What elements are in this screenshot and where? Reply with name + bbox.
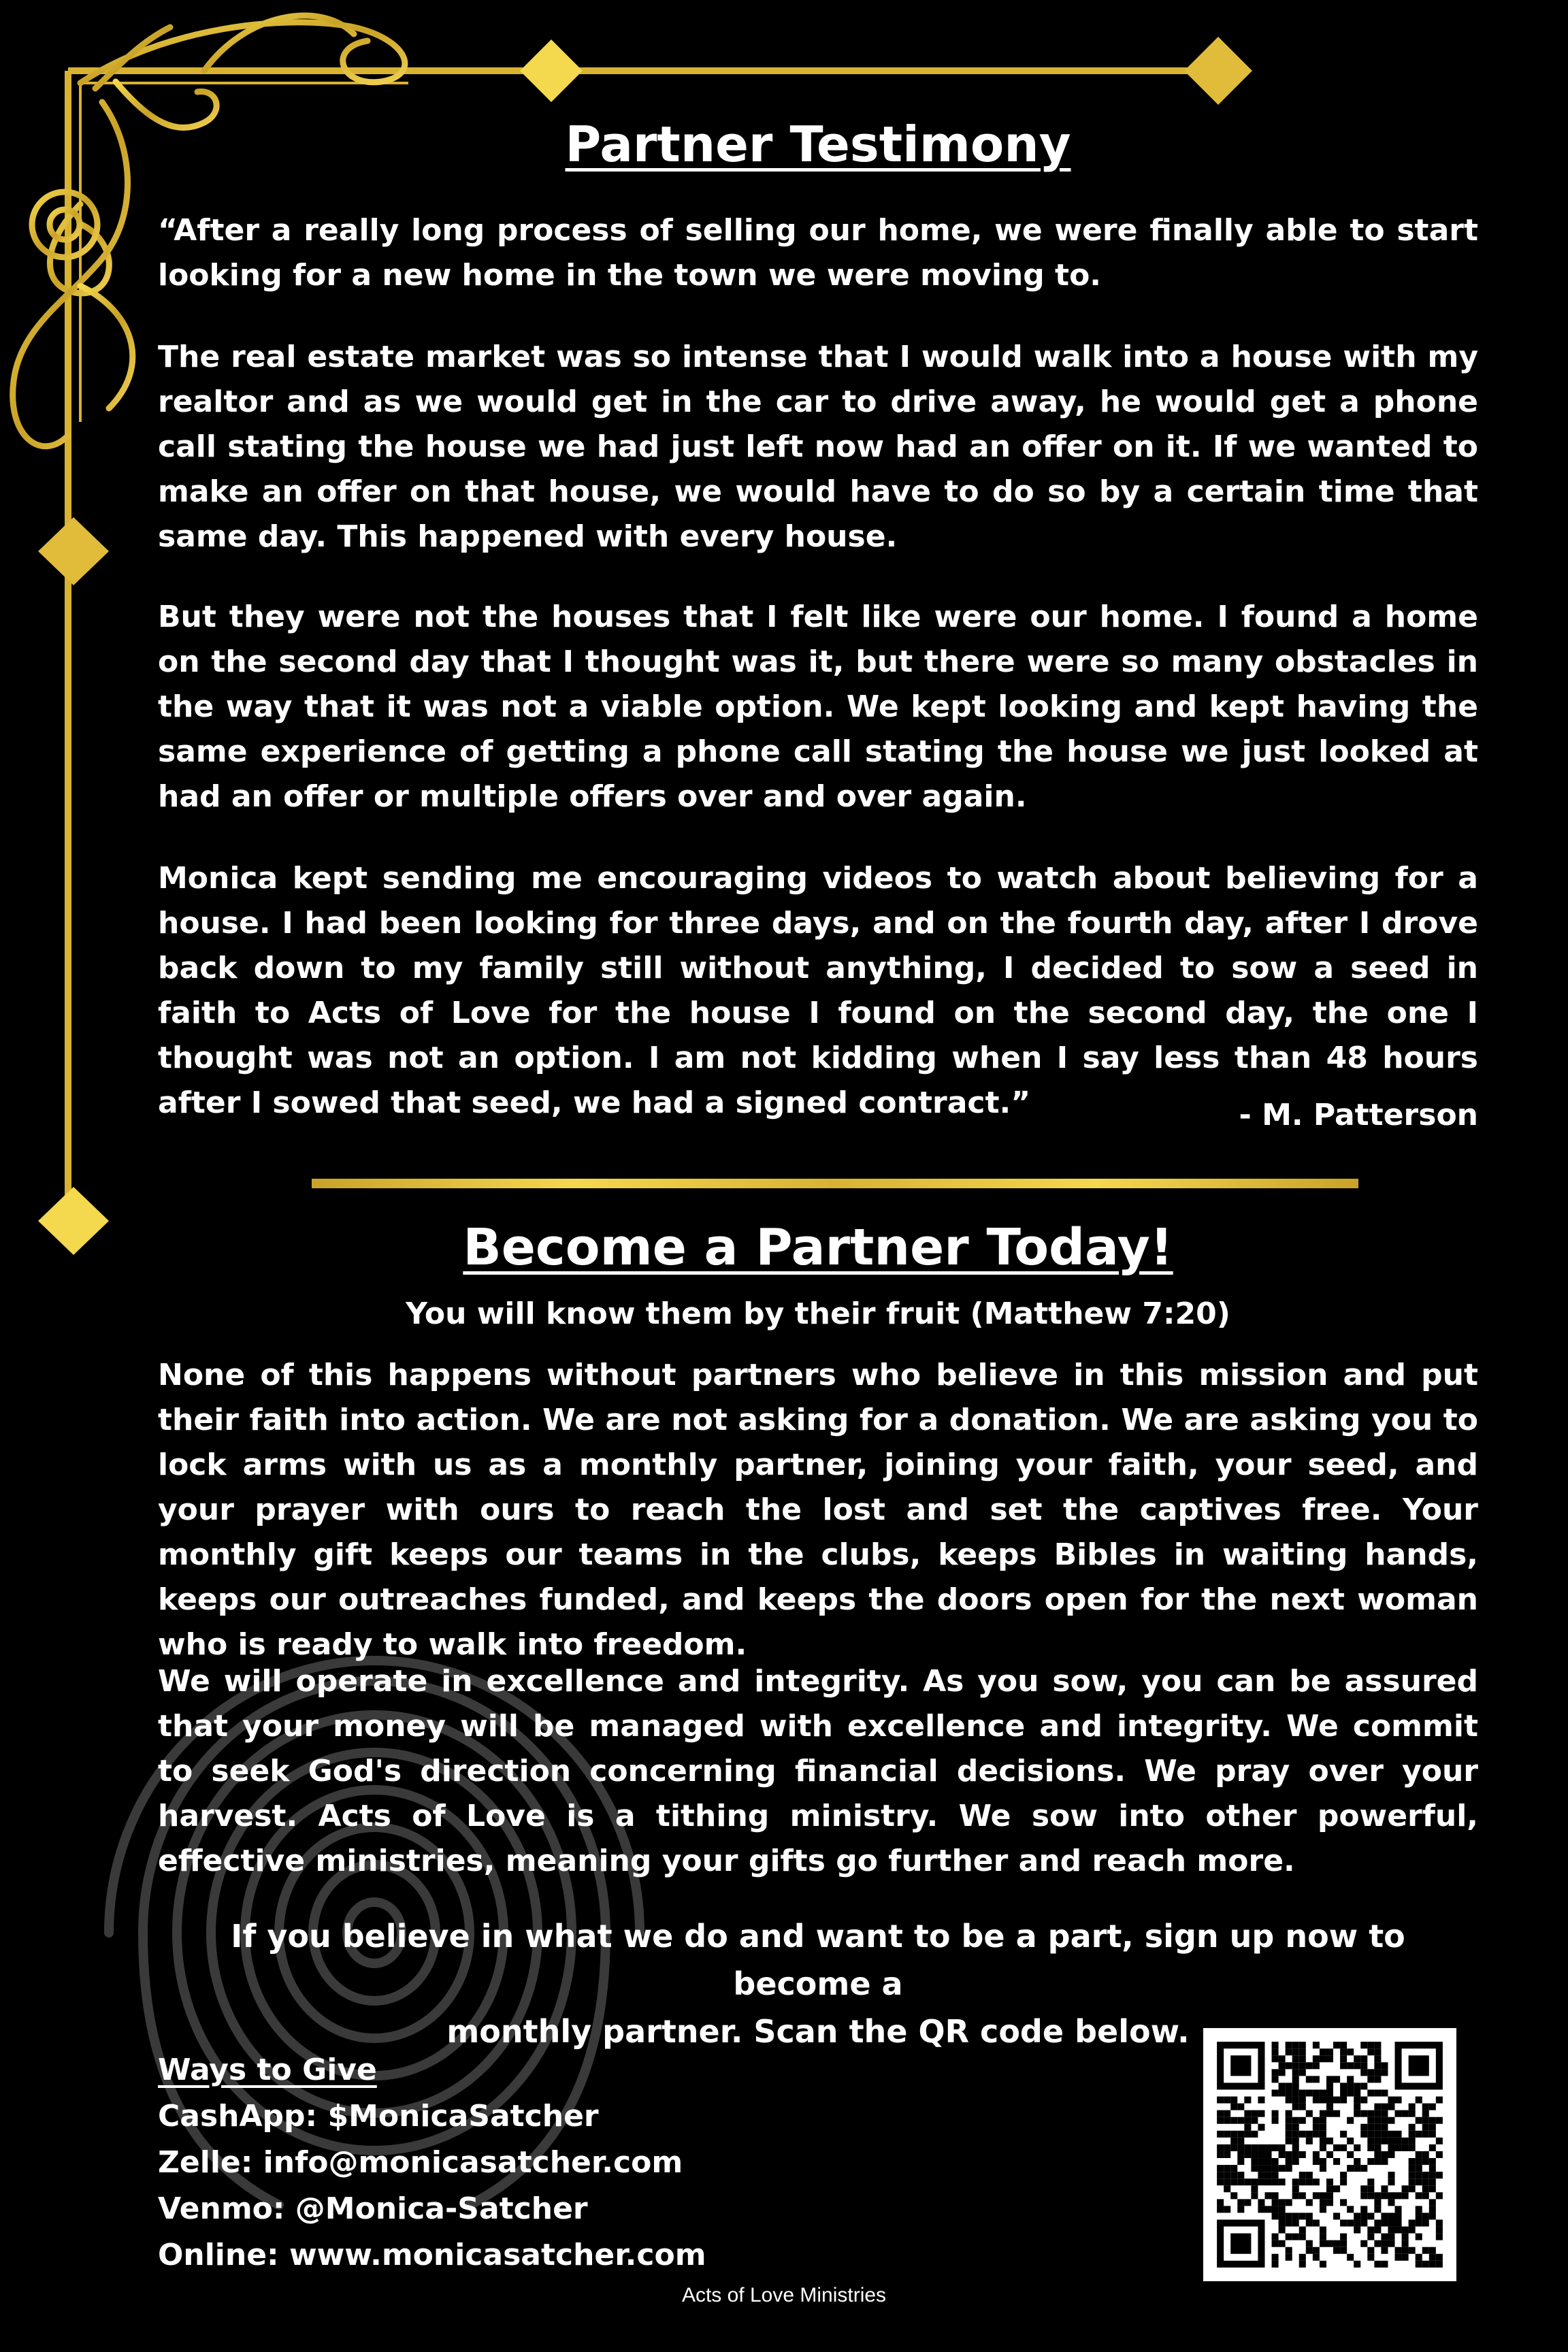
- zelle-line[interactable]: Zelle: info@monicasatcher.com: [158, 2145, 683, 2180]
- testimony-paragraph: The real estate market was so intense that I would walk into a house with my realtor and as we would get in the car to drive away, he would get a phone call stating the house we had just left now had an offer on it. If we wanted to make an offer on that house, we would have to do so by a certain time that same day. This happened with every house.: [158, 340, 1478, 554]
- cta-line: If you believe in what we do and want to be a part, sign up now to become a: [231, 1918, 1405, 2002]
- partner-subtitle: You will know them by their fruit (Matthew 7:20): [406, 1296, 1230, 1331]
- partner-title: Become a Partner Today!: [463, 1218, 1173, 1277]
- gold-divider: [312, 1179, 1358, 1188]
- testimony-paragraph: Monica kept sending me encouraging videos to watch about believing for a house. I had been looking for three days, and on the fourth day, after I drove back down to my family still without anything, I decided to sow a seed in faith to Acts of Love for the house I found on the second day, the one I thought was not an option. I am not kidding when I say less than 48 hours after I sowed that seed, we had a signed contract.”: [158, 861, 1478, 1120]
- partner-paragraph: None of this happens without partners who believe in this mission and put their faith into action. We are not asking for a donation. We are asking you to lock arms with us as a monthly partner, joining your faith, your seed, and your prayer with ours to reach the lost and set the captives free. Your monthly gift keeps our teams in the clubs, keeps Bibles in waiting hands, keeps our outreaches funded, and keeps the doors open for the next woman who is ready to walk into freedom.: [158, 1358, 1478, 1662]
- ways-to-give: [158, 2047, 706, 2278]
- footer-text: Acts of Love Ministries: [681, 2284, 887, 2306]
- testimony-signature: - M. Patterson: [1239, 1098, 1478, 1132]
- testimony-title: Partner Testimony: [565, 116, 1071, 173]
- venmo-line[interactable]: Venmo: @Monica-Satcher: [158, 2191, 588, 2226]
- testimony-paragraph: “After a really long process of selling our home, we were finally able to start looking for a new home in the town we were moving to.: [158, 213, 1478, 293]
- ways-to-give-title: Ways to Give: [158, 2053, 377, 2087]
- qr-code-icon[interactable]: [1203, 2028, 1456, 2281]
- cta-line: monthly partner. Scan the QR code below.: [446, 2013, 1190, 2050]
- online-link[interactable]: Online: www.monicasatcher.com: [158, 2238, 706, 2272]
- testimony-paragraph: But they were not the houses that I felt like were our home. I found a home on the second day that I thought was it, but there were so many obstacles in the way that it was not a viable option. We kept looking and kept having the same experience of getting a phone call stating the house we just looked at had an offer or multiple offers over and over again.: [158, 600, 1478, 814]
- cashapp-line[interactable]: CashApp: $MonicaSatcher: [158, 2099, 599, 2134]
- partner-paragraph: We will operate in excellence and integrity. As you sow, you can be assured that your money will be managed with excellence and integrity. We commit to seek God's direction concerning financial decisions. We pray over your harvest. Acts of Love is a tithing ministry. We sow into other powerful, effective ministries, meaning your gifts go further and reach more.: [158, 1664, 1478, 1878]
